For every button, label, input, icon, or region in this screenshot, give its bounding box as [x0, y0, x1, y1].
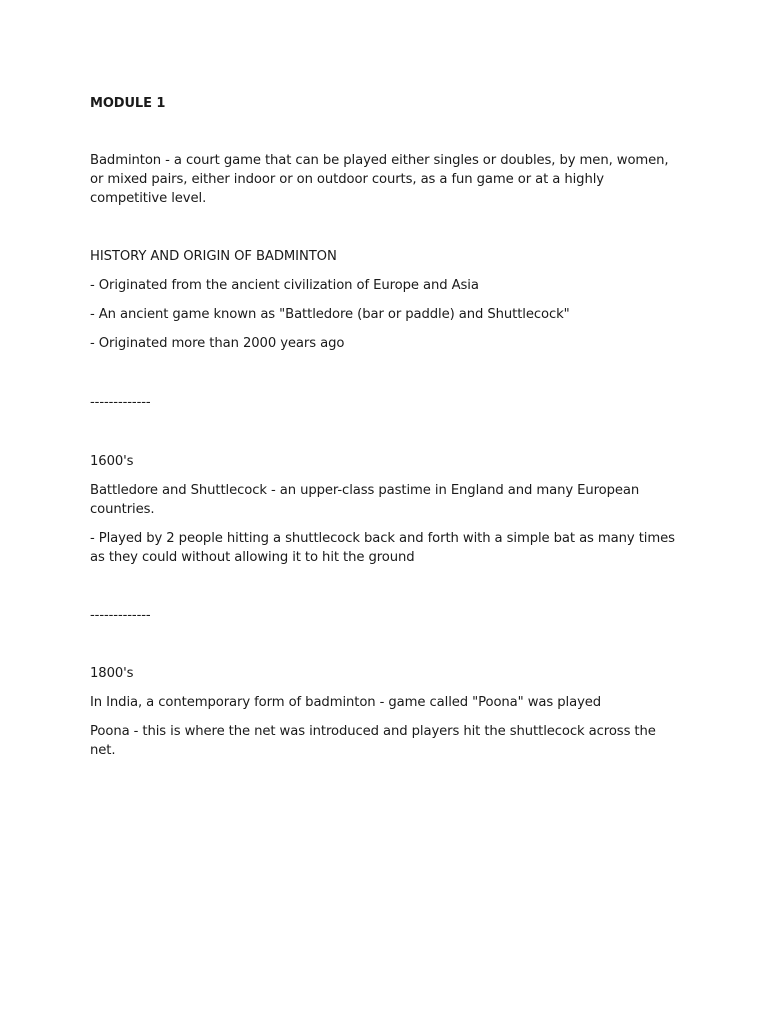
history-heading: HISTORY AND ORIGIN OF BADMINTON	[90, 249, 337, 264]
era-1600-detail: - Played by 2 people hitting a shuttlecock back and forth with a simple bat as many times as they could without allowing it to hit the ground	[90, 531, 675, 565]
badminton-definition: Badminton - a court game that can be played either singles or doubles, by men, women, or mixed pairs, either indoor or on outdoor courts, as a fun game or at a highly competitive level.	[90, 153, 669, 206]
history-point-3: - Originated more than 2000 years ago	[90, 336, 345, 351]
era-1800-description: In India, a contemporary form of badminton - game called "Poona" was played	[90, 695, 602, 710]
history-point-1: - Originated from the ancient civilization of Europe and Asia	[90, 278, 479, 293]
separator-2: -------------	[90, 608, 151, 623]
era-1600-heading: 1600's	[90, 454, 134, 469]
module-title: MODULE 1	[90, 96, 166, 111]
era-1800-heading: 1800's	[90, 666, 134, 681]
separator-1: -------------	[90, 395, 151, 410]
era-1600-description: Battledore and Shuttlecock - an upper-class pastime in England and many European countries.	[90, 483, 640, 517]
history-point-2: - An ancient game known as "Battledore (bar or paddle) and Shuttlecock"	[90, 307, 570, 322]
era-1800-detail: Poona - this is where the net was introduced and players hit the shuttlecock across the net.	[90, 724, 656, 758]
